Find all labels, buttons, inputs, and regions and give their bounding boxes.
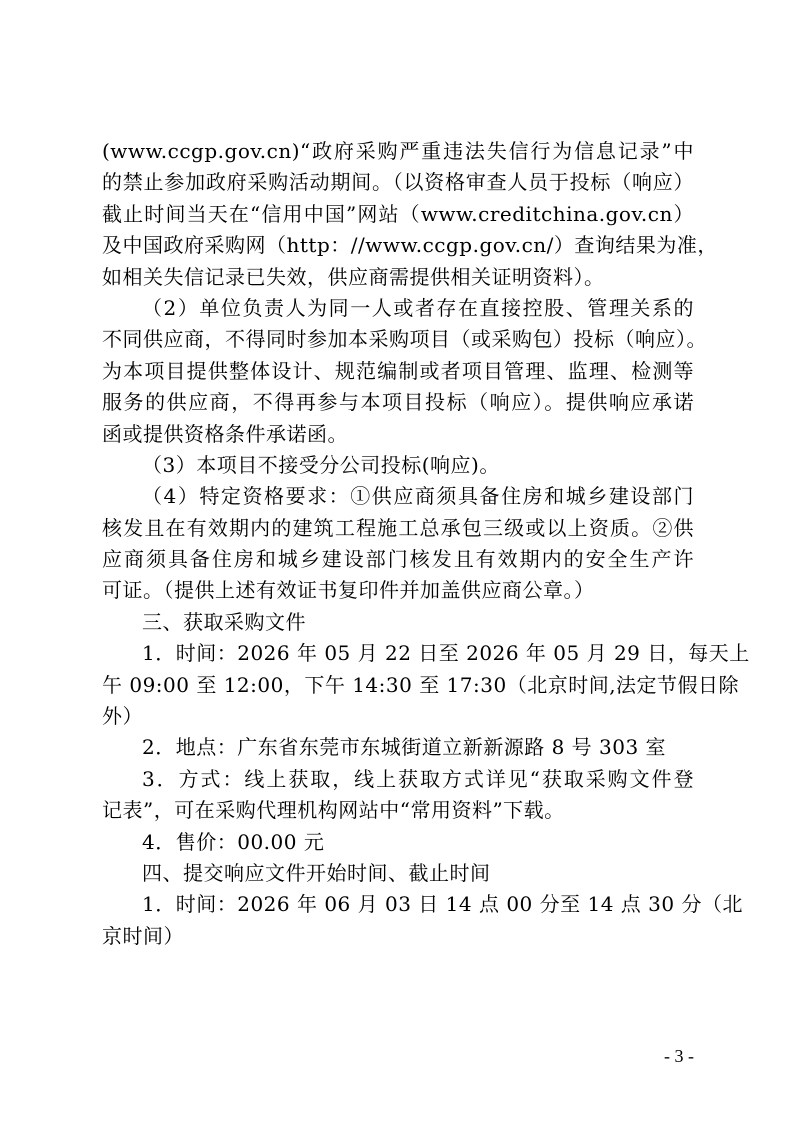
text-line: 4．售价：00.00 元 bbox=[142, 829, 325, 854]
text-line: 记表”，可在采购代理机构网站中“常用资料”下载。 bbox=[102, 798, 565, 823]
text-line: （4）特定资格要求：①供应商须具备住房和城乡建设部门 bbox=[142, 484, 694, 509]
page-number: - 3 - bbox=[664, 1046, 694, 1066]
text-line: 外） bbox=[102, 704, 143, 729]
text-line: 核发且在有效期内的建筑工程施工总承包三级或以上资质。②供 bbox=[102, 515, 694, 540]
text-line: 午 09:00 至 12:00，下午 14:30 至 17:30（北京时间,法定节假日除 bbox=[102, 672, 740, 697]
text-line: 应商须具备住房和城乡建设部门核发且有效期内的安全生产许 bbox=[102, 547, 694, 572]
text-line: （3）本项目不接受分公司投标(响应)。 bbox=[142, 452, 500, 477]
text-line: 3．方式：线上获取，线上获取方式详见“获取采购文件登 bbox=[142, 766, 694, 791]
text-line: 1．时间：2026 年 05 月 22 日至 2026 年 05 月 29 日，每天上 bbox=[142, 641, 750, 666]
section-heading: 四、提交响应文件开始时间、截止时间 bbox=[142, 860, 491, 885]
document-body bbox=[102, 136, 750, 952]
text-line: 为本项目提供整体设计、规范编制或者项目管理、监理、检测等 bbox=[102, 358, 694, 383]
text-line: 的禁止参加政府采购活动期间。（以资格审查人员于投标（响应） bbox=[102, 170, 694, 195]
text-line: 服务的供应商，不得再参与本项目投标（响应）。提供响应承诺 bbox=[102, 390, 694, 415]
text-line: 可证。（提供上述有效证书复印件并加盖供应商公章。） bbox=[102, 578, 595, 603]
section-heading: 三、获取采购文件 bbox=[142, 609, 306, 634]
text-line: （2）单位负责人为同一人或者存在直接控股、管理关系的 bbox=[142, 295, 694, 320]
text-line: 及中国政府采购网（http：//www.ccgp.gov.cn/）查询结果为准， bbox=[102, 233, 718, 258]
text-line: 如相关失信记录已失效，供应商需提供相关证明资料）。 bbox=[102, 264, 605, 289]
text-line: 函或提供资格条件承诺函。 bbox=[102, 421, 348, 446]
text-line: (www.ccgp.gov.cn)“政府采购严重违法失信行为信息记录”中 bbox=[102, 139, 694, 163]
text-line: 2．地点：广东省东莞市东城街道立新新源路 8 号 303 室 bbox=[142, 735, 667, 760]
text-line: 1．时间：2026 年 06 月 03 日 14 点 00 分至 14 点 30 分（北 bbox=[142, 892, 743, 917]
text-line: 不同供应商，不得同时参加本采购项目（或采购包）投标（响应）。 bbox=[102, 327, 707, 352]
text-line: 截止时间当天在“信用中国”网站（www.creditchina.gov.cn） bbox=[102, 201, 694, 226]
text-line: 京时间） bbox=[102, 923, 184, 948]
